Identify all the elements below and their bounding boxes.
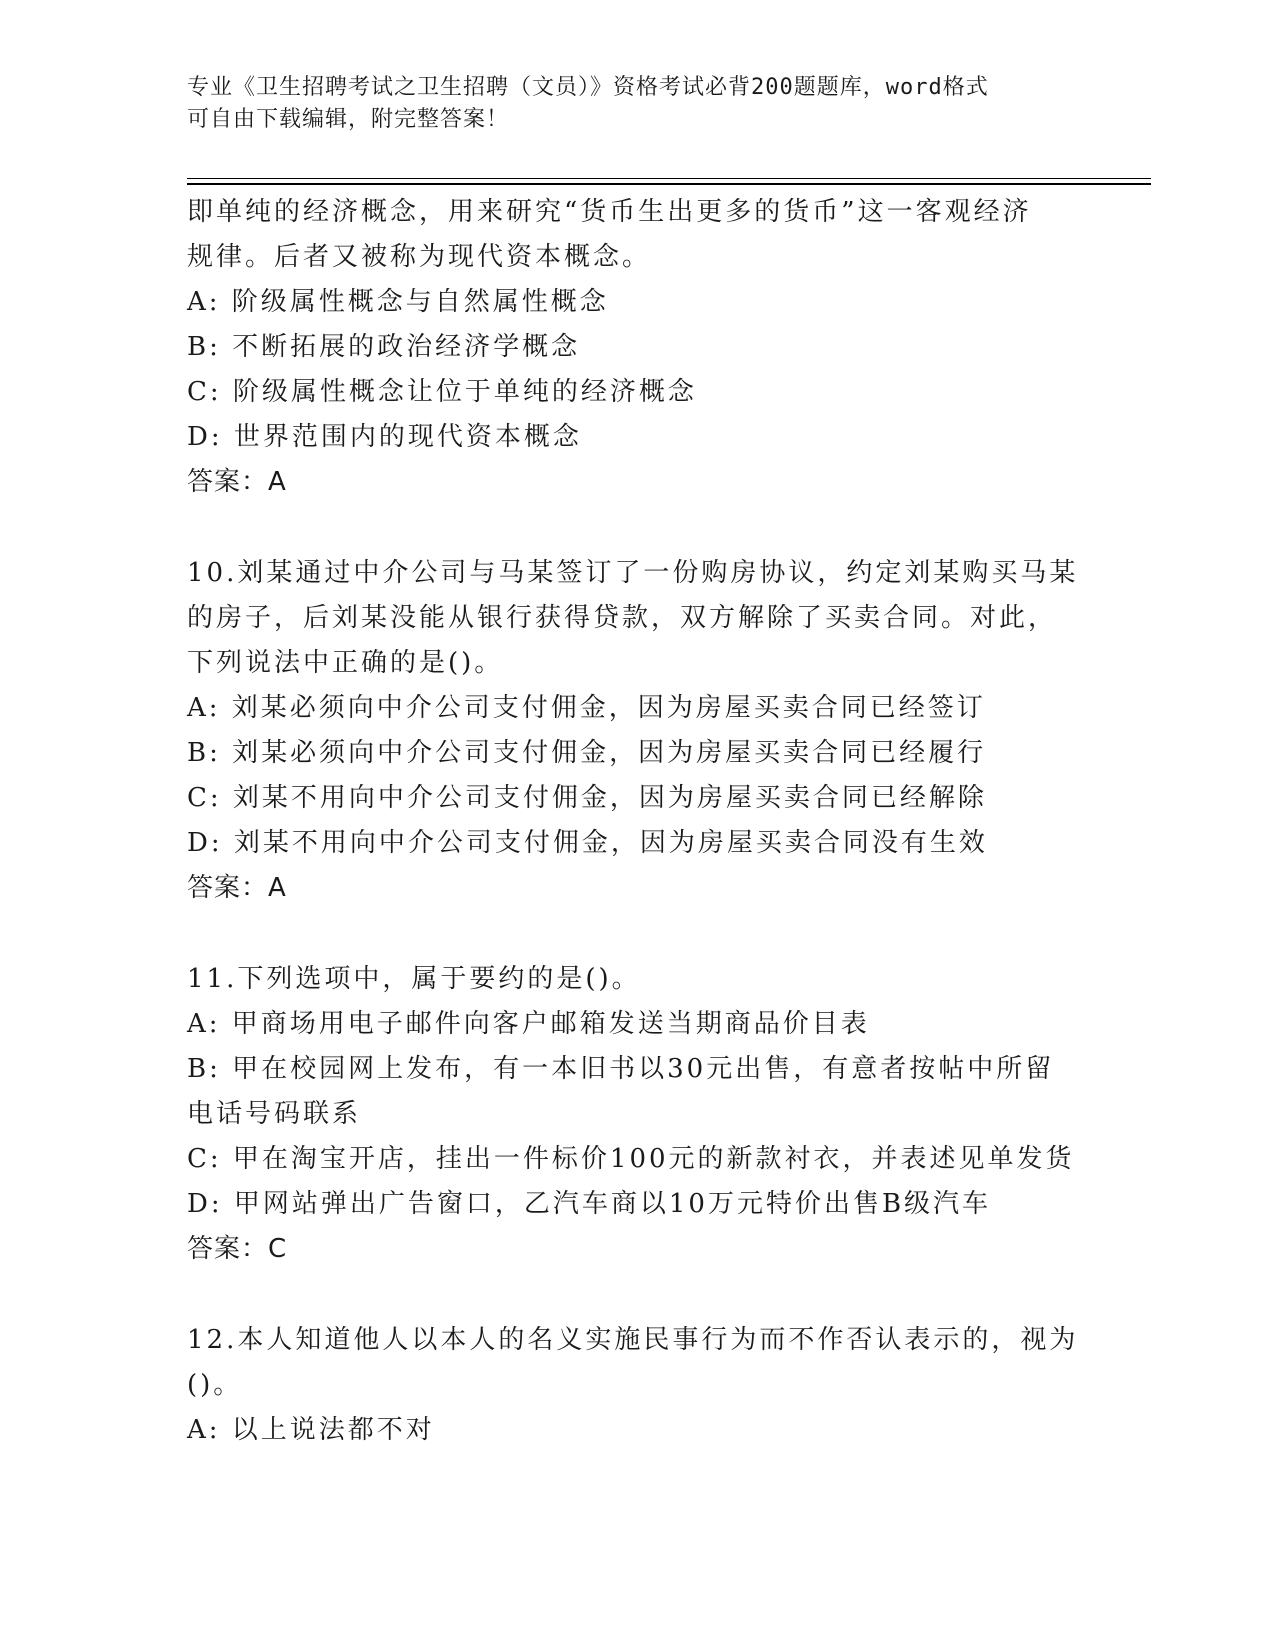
- question-10-answer: 答案：A: [187, 873, 287, 903]
- spacer: [187, 1272, 1087, 1318]
- question-9-block: [187, 190, 1087, 505]
- spacer: [187, 505, 1087, 551]
- question-10-option-d: D: 刘某不用向中介公司支付佣金，因为房屋买卖合同没有生效: [187, 828, 988, 858]
- question-9-option-a: A: 阶级属性概念与自然属性概念: [187, 287, 609, 317]
- question-9-answer: 答案：A: [187, 467, 287, 497]
- question-11-option-b-line-2: 电话号码联系: [187, 1099, 362, 1129]
- question-11-option-b-line-1: B: 甲在校园网上发布，有一本旧书以30元出售，有意者按帖中所留: [187, 1054, 1055, 1084]
- question-11-option-c: C: 甲在淘宝开店，挂出一件标价100元的新款衬衣，并表述见单发货: [187, 1144, 1075, 1174]
- question-10-option-b: B: 刘某必须向中介公司支付佣金，因为房屋买卖合同已经履行: [187, 738, 987, 768]
- question-12-option-a: A: 以上说法都不对: [187, 1415, 435, 1445]
- question-11-stem-line-1: 11.下列选项中，属于要约的是()。: [187, 964, 641, 994]
- question-10-option-c: C: 刘某不用向中介公司支付佣金，因为房屋买卖合同已经解除: [187, 783, 987, 813]
- question-10-stem-line-1: 10.刘某通过中介公司与马某签订了一份购房协议，约定刘某购买马某: [187, 558, 1079, 588]
- question-12-stem-line-1: 12.本人知道他人以本人的名义实施民事行为而不作否认表示的，视为: [187, 1325, 1079, 1355]
- document-header: [187, 72, 1087, 136]
- question-12-block: [187, 1318, 1087, 1453]
- question-11-option-d: D: 甲网站弹出广告窗口，乙汽车商以10万元特价出售B级汽车: [187, 1189, 992, 1219]
- question-10-stem-line-3: 下列说法中正确的是()。: [187, 648, 504, 678]
- question-9-option-b: B: 不断拓展的政治经济学概念: [187, 332, 581, 362]
- question-11-answer: 答案：C: [187, 1234, 288, 1264]
- header-divider-thin: [187, 178, 1151, 179]
- header-divider-thick: [187, 183, 1151, 185]
- question-9-stem-line-2: 规律。后者又被称为现代资本概念。: [187, 242, 652, 272]
- header-line-2: 可自由下载编辑，附完整答案！: [187, 107, 510, 132]
- question-9-stem-line-1: 即单纯的经济概念，用来研究“货币生出更多的货币”这一客观经济: [187, 197, 1032, 227]
- question-12-stem-line-2: ()。: [187, 1370, 243, 1400]
- question-10-stem-line-2: 的房子，后刘某没能从银行获得贷款，双方解除了买卖合同。对此，: [187, 603, 1058, 633]
- question-11-option-a: A: 甲商场用电子邮件向客户邮箱发送当期商品价目表: [187, 1009, 870, 1039]
- question-content: [187, 190, 1087, 1453]
- header-line-1: 专业《卫生招聘考试之卫生招聘（文员）》资格考试必背200题题库，word格式: [187, 75, 989, 100]
- question-11-block: [187, 957, 1087, 1272]
- spacer: [187, 911, 1087, 957]
- question-10-block: [187, 551, 1087, 911]
- question-9-option-c: C: 阶级属性概念让位于单纯的经济概念: [187, 377, 697, 407]
- question-9-option-d: D: 世界范围内的现代资本概念: [187, 422, 582, 452]
- question-10-option-a: A: 刘某必须向中介公司支付佣金，因为房屋买卖合同已经签订: [187, 693, 986, 723]
